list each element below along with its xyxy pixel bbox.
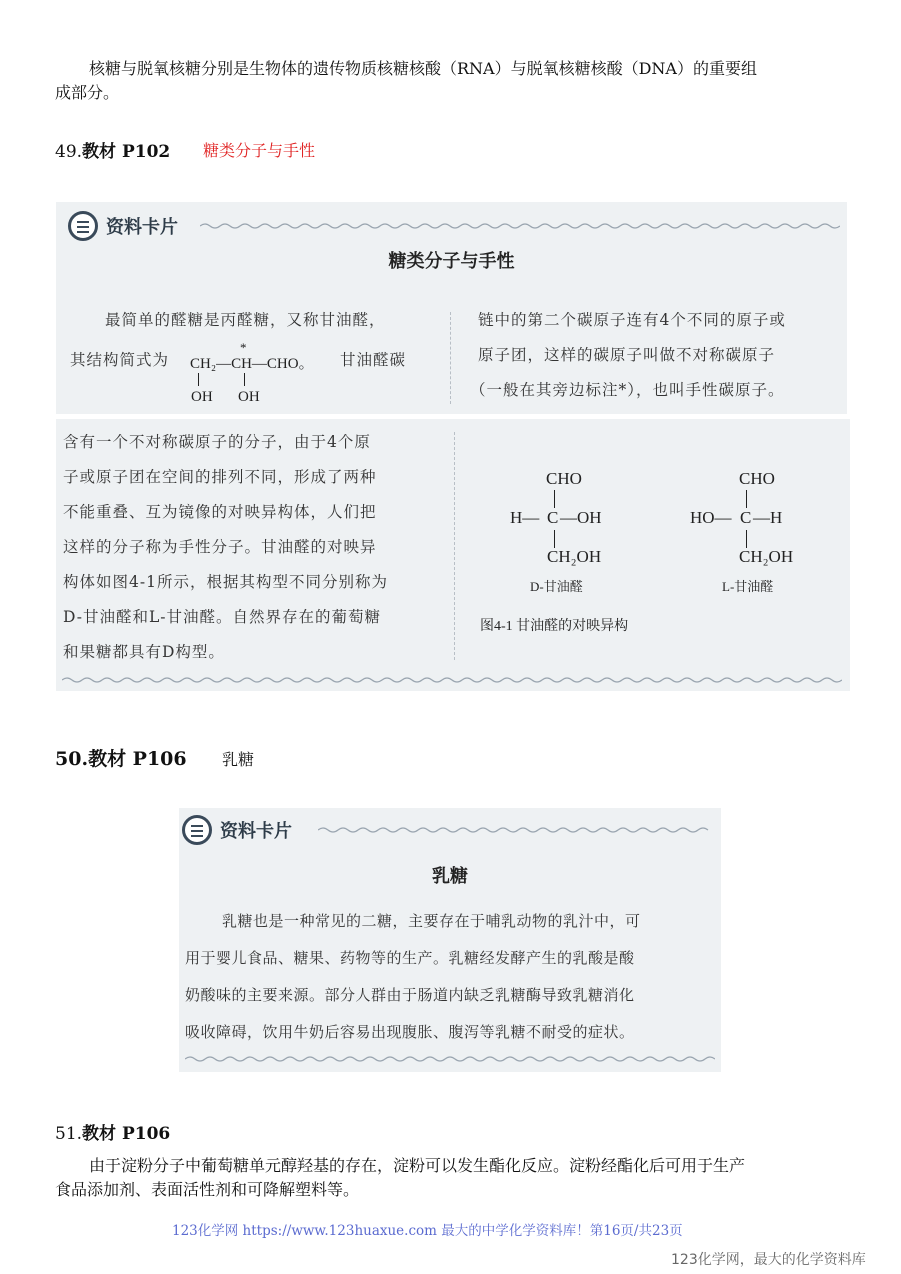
card-1-bottom-wave: [62, 676, 842, 684]
section-51-heading: [55, 1119, 170, 1144]
formula-bond-2: [244, 373, 245, 386]
d-center: C: [547, 508, 559, 527]
watermark: 123化学网，最大的化学资料库: [671, 1252, 866, 1268]
d-top: CHO: [546, 469, 582, 488]
l-bottom: CH₂OH: [739, 547, 794, 566]
l-center: C: [740, 508, 752, 527]
section-50-number: 50.: [55, 748, 89, 770]
l-bond-top: [746, 490, 747, 508]
section-49-topic: 糖类分子与手性: [203, 141, 316, 160]
formula-oh-2: OH: [238, 389, 260, 405]
card-1-right-top-line-3: （一般在其旁边标注*），也叫手性碳原子。: [470, 381, 785, 399]
section-51-label: 教材 P106: [82, 1124, 171, 1144]
card-1-left-bottom-line-2: 子或原子团在空间的排列不同，形成了两种: [63, 468, 377, 486]
d-bottom: CH₂OH: [547, 547, 602, 566]
page-footer: 123化学网 https://www.123huaxue.com 最大的中学化学资料库！第16页/共23页: [172, 1223, 683, 1239]
d-right: —OH: [560, 508, 602, 527]
section-49-heading: [55, 137, 170, 162]
card-1-left-bottom-line-4: 这样的分子称为手性分子。甘油醛的对映异: [63, 538, 377, 556]
l-left: HO—: [690, 508, 732, 527]
section-50-label: 教材 P106: [88, 748, 187, 770]
card-1-left-bottom-line-1: 含有一个不对称碳原子的分子，由于4个原: [63, 433, 371, 451]
intro-line-1: 核糖与脱氧核糖分别是生物体的遗传物质核糖核酸（RNA）与脱氧核糖核酸（DNA）的重要组: [89, 59, 757, 78]
section-51-line-1: 由于淀粉分子中葡萄糖单元醇羟基的存在，淀粉可以发生酯化反应。淀粉经酯化后可用于生产: [89, 1156, 746, 1175]
l-name: L-甘油醛: [722, 579, 774, 594]
section-51-number: 51.: [55, 1124, 83, 1144]
document-icon: [68, 211, 98, 241]
formula-bond-1: [198, 373, 199, 386]
section-50-heading: [55, 744, 187, 771]
l-top: CHO: [739, 469, 775, 488]
section-49-label: 教材 P102: [82, 142, 171, 162]
card-2-bottom-wave: [185, 1055, 715, 1063]
formula-star: *: [240, 340, 247, 355]
formula-main: CH₂—CH—CHO。: [190, 356, 314, 372]
card-2-line-1: 乳糖也是一种常见的二糖，主要存在于哺乳动物的乳汁中，可: [222, 912, 641, 930]
card-2-line-3: 奶酸味的主要来源。部分人群由于肠道内缺乏乳糖酶导致乳糖消化: [185, 986, 635, 1004]
document-icon: [182, 815, 212, 845]
d-name: D-甘油醛: [530, 579, 583, 594]
card-1-divider-bottom: [454, 432, 455, 660]
card-1-left-top-line-2: 其结构简式为: [70, 351, 170, 369]
l-right: —H: [753, 508, 783, 527]
figure-caption: 图4-1 甘油醛的对映异构: [480, 619, 629, 634]
card-1-left-bottom-line-6: D-甘油醛和L-甘油醛。自然界存在的葡萄糖: [63, 608, 381, 626]
card-1-left-top-line-1: 最简单的醛糖是丙醛糖，又称甘油醛，: [105, 311, 386, 329]
card-1-header: [68, 211, 178, 241]
card-1-left-bottom-line-5: 构体如图4-1所示，根据其构型不同分别称为: [63, 573, 388, 591]
card-2-header-wave: [318, 826, 710, 834]
l-bond-bottom: [746, 530, 747, 548]
card-2-header: [182, 815, 292, 845]
card-1-header-label: 资料卡片: [106, 217, 178, 238]
card-1-divider-top: [450, 312, 451, 404]
card-1-right-top-line-1: 链中的第二个碳原子连有4个不同的原子或: [478, 311, 786, 329]
card-1-right-top-line-2: 原子团，这样的碳原子叫做不对称碳原子: [478, 346, 776, 364]
formula-suffix: 甘油醛碳: [340, 351, 407, 369]
d-left: H—: [510, 508, 540, 527]
d-bond-top: [554, 490, 555, 508]
section-49-number: 49.: [55, 142, 83, 162]
card-1-title: 糖类分子与手性: [388, 251, 515, 272]
card-1-left-bottom-line-7: 和果糖都具有D构型。: [63, 643, 225, 661]
section-51-line-2: 食品添加剂、表面活性剂和可降解塑料等。: [55, 1180, 360, 1199]
formula-oh-1: OH: [191, 389, 213, 405]
card-2-line-4: 吸收障碍，饮用牛奶后容易出现腹胀、腹泻等乳糖不耐受的症状。: [185, 1023, 635, 1041]
intro-line-2: 成部分。: [55, 83, 120, 102]
d-bond-bottom: [554, 530, 555, 548]
card-1-left-bottom-line-3: 不能重叠、互为镜像的对映异构体，人们把: [63, 503, 377, 521]
card-2-title: 乳糖: [432, 866, 468, 887]
card-1-header-wave: [200, 222, 840, 230]
card-2-header-label: 资料卡片: [220, 821, 292, 842]
card-2-line-2: 用于婴儿食品、糖果、药物等的生产。乳糖经发酵产生的乳酸是酸: [185, 949, 635, 967]
section-50-topic: 乳糖: [222, 750, 255, 769]
